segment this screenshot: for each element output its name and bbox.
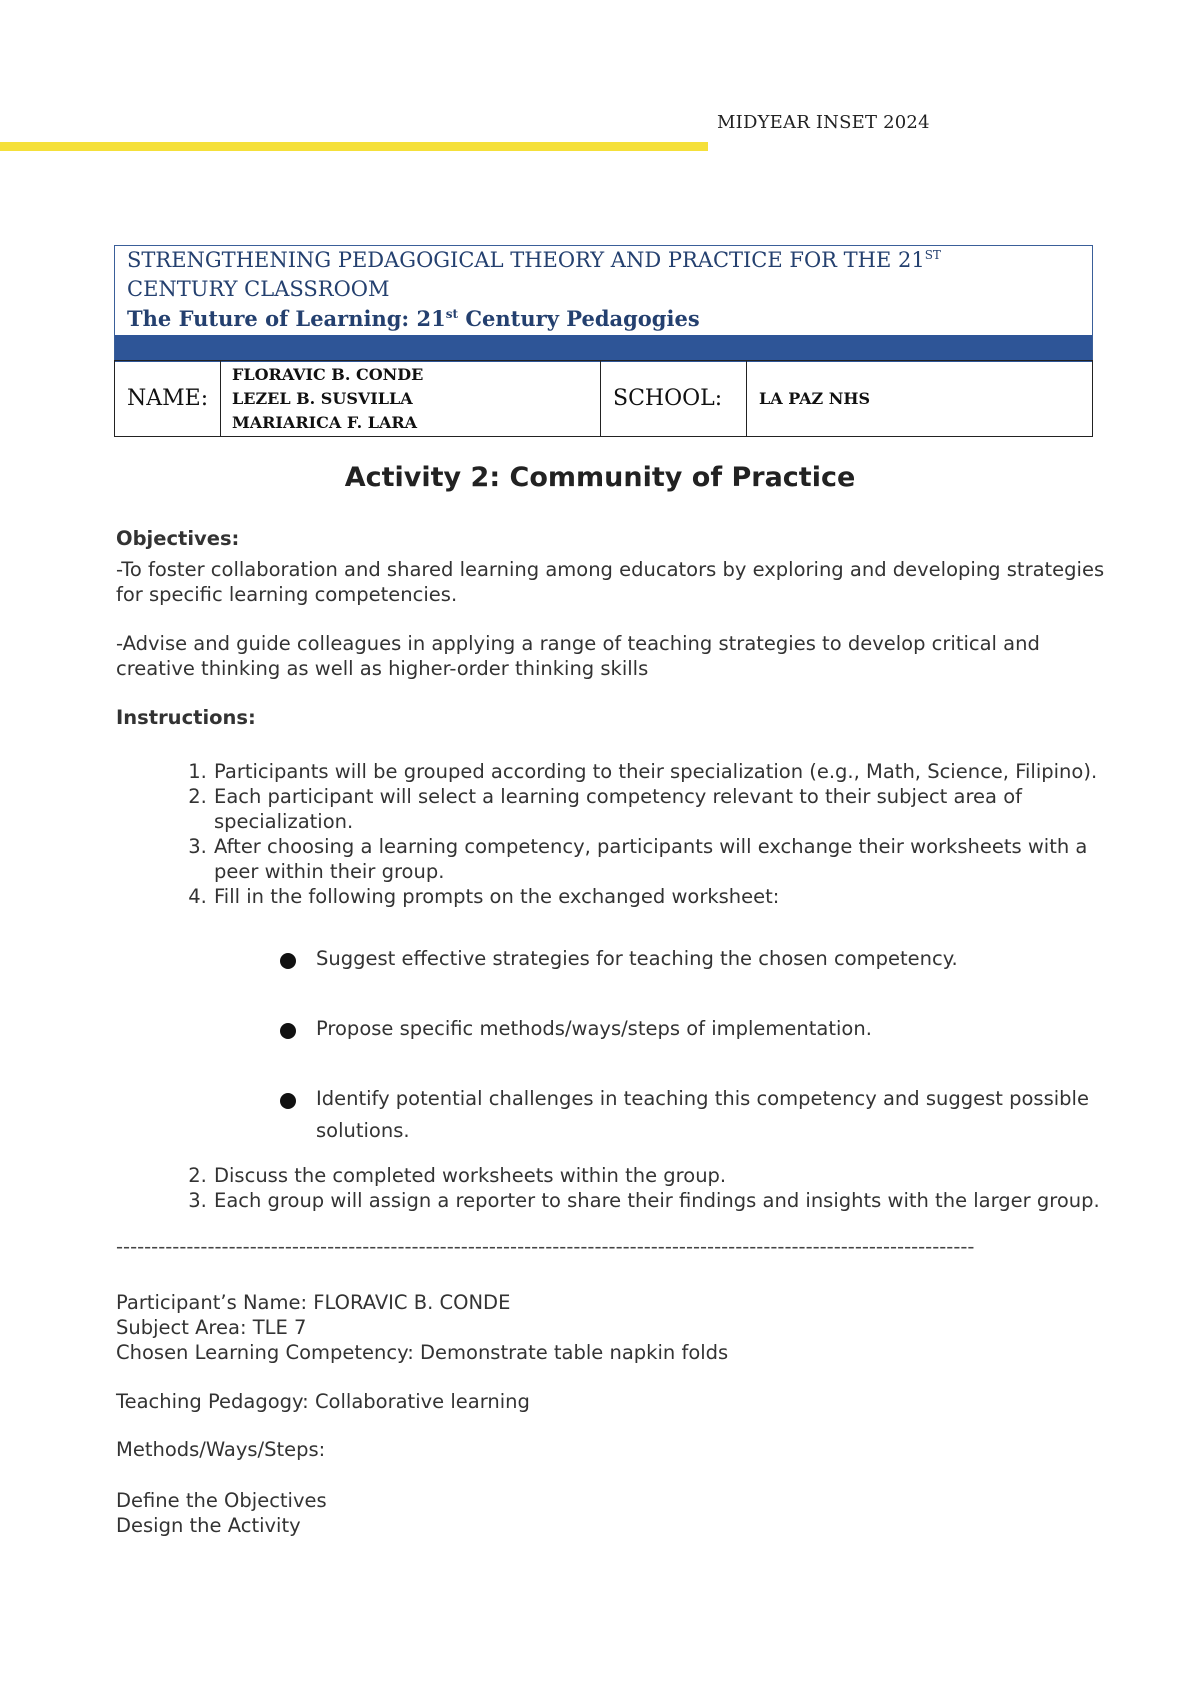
title-text bbox=[115, 246, 1092, 335]
prompt-list bbox=[116, 943, 1106, 1147]
instruction-step: 2. Each participant will select a learning competency relevant to their subject area of specialization. bbox=[213, 784, 1106, 834]
objective-item: -To foster collaboration and shared learning among educators by exploring and developing strategies for specific learning competencies. bbox=[116, 558, 1105, 606]
methods-label: Methods/Ways/Steps: bbox=[116, 1438, 326, 1461]
later-steps bbox=[116, 1163, 1106, 1213]
prompt-item: Suggest effective strategies for teaching the chosen competency. bbox=[280, 943, 1106, 975]
instruction-step: 2. Discuss the completed worksheets within the group. bbox=[213, 1163, 1106, 1188]
title-box bbox=[114, 245, 1093, 362]
school-label: SCHOOL: bbox=[601, 361, 747, 437]
bullet-icon bbox=[280, 1023, 296, 1039]
objectives-heading: Objectives: bbox=[116, 527, 240, 550]
instruction-step: 3. After choosing a learning competency, participants will exchange their worksheets with a peer within their group. bbox=[213, 834, 1106, 884]
instructions-heading: Instructions: bbox=[116, 706, 256, 729]
teaching-pedagogy: Teaching Pedagogy: Collaborative learning bbox=[116, 1390, 530, 1413]
instruction-step: 3. Each group will assign a reporter to share their findings and insights with the larger group. bbox=[213, 1188, 1106, 1213]
activity-title: Activity 2: Community of Practice bbox=[344, 462, 856, 493]
prompt-item: Propose specific methods/ways/steps of implementation. bbox=[280, 1013, 1106, 1045]
bullet-icon bbox=[280, 1093, 296, 1109]
method-step: Define the Objectives bbox=[116, 1489, 327, 1512]
chosen-competency: Chosen Learning Competency: Demonstrate table napkin folds bbox=[116, 1341, 729, 1364]
title-subtitle: The Future of Learning: 21st Century Pedagogies bbox=[127, 306, 700, 331]
inset-header: MIDYEAR INSET 2024 bbox=[717, 112, 930, 133]
objective-item: -Advise and guide colleagues in applying a range of teaching strategies to develop critical and creative thinking as well as higher-order thinking skills bbox=[116, 632, 1040, 680]
bullet-icon bbox=[280, 953, 296, 969]
instruction-step: 4. Fill in the following prompts on the exchanged worksheet: bbox=[213, 884, 1106, 909]
name-entry: LEZEL B. SUSVILLA bbox=[232, 388, 413, 408]
method-step: Design the Activity bbox=[116, 1514, 301, 1537]
document-body bbox=[116, 526, 1106, 1538]
name-entry: MARIARICA F. LARA bbox=[232, 412, 418, 432]
school-value: LA PAZ NHS bbox=[747, 361, 1093, 437]
title-line-2: CENTURY CLASSROOM bbox=[127, 277, 390, 301]
info-table bbox=[114, 360, 1093, 437]
title-line-1: STRENGTHENING PEDAGOGICAL THEORY AND PRACTICE FOR THE 21ST bbox=[127, 248, 941, 272]
names-cell bbox=[221, 361, 601, 437]
name-label: NAME: bbox=[115, 361, 221, 437]
subject-area: Subject Area: TLE 7 bbox=[116, 1316, 307, 1339]
prompt-item: Identify potential challenges in teaching this competency and suggest possible solutions. bbox=[280, 1083, 1106, 1147]
section-divider: -------------------------------------------------------------------------------------------------------------------------- bbox=[116, 1235, 975, 1258]
instruction-step: 1. Participants will be grouped according to their specialization (e.g., Math, Science, Filipino). bbox=[213, 759, 1106, 784]
name-entry: FLORAVIC B. CONDE bbox=[232, 364, 424, 384]
header-yellow-rule bbox=[0, 142, 708, 151]
instruction-steps bbox=[116, 759, 1106, 909]
title-blue-band bbox=[115, 335, 1092, 362]
participant-name: Participant’s Name: FLORAVIC B. CONDE bbox=[116, 1291, 511, 1314]
